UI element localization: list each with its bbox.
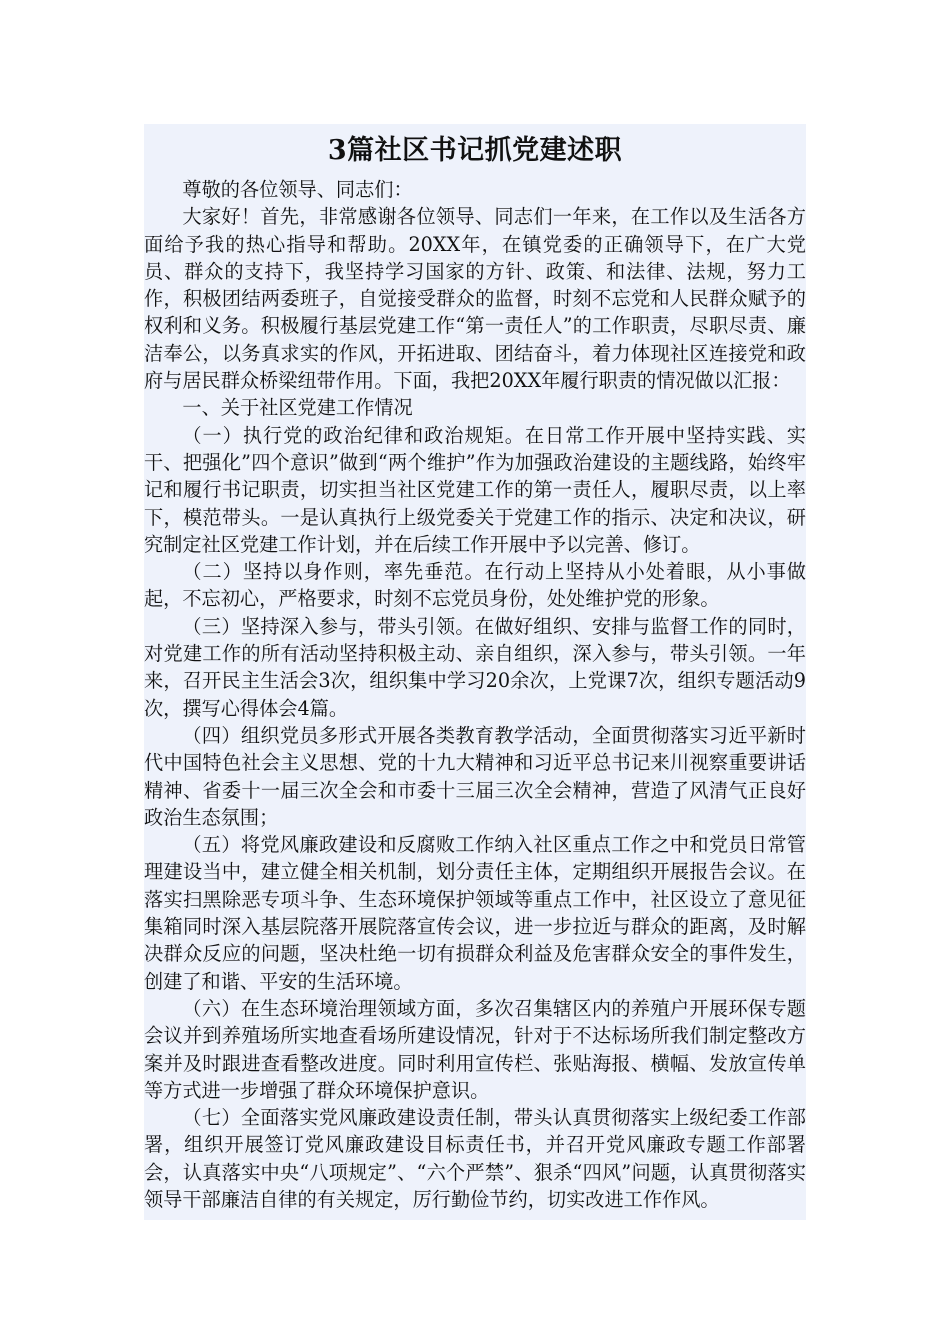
body-paragraph-1: （一）执行党的政治纪律和政治规矩。在日常工作开展中坚持实践、实干、把强化”四个意识”做到“两个维护”作为加强政治建设的主题线路，始终牢记和履行书记职责，切实担当社区党建工作的第一责任人，履职尽责，以上率下，模范带头。一是认真执行上级党委关于党建工作的指示、决定和决议，研究制定社区党建工作计划，并在后续工作开展中予以完善、修订。: [144, 423, 806, 556]
body-paragraph-7: （七）全面落实党风廉政建设责任制，带头认真贯彻落实上级纪委工作部署，组织开展签订党风廉政建设目标责任书，并召开党风廉政专题工作部署会，认真落实中央“八项规定”、“六个严禁”、狠杀“四风”问题，认真贯彻落实领导干部廉洁自律的有关规定，厉行勤俭节约，切实改进工作作风。: [144, 1106, 806, 1211]
body-paragraph-2: （二）坚持以身作则，率先垂范。在行动上坚持从小处着眼，从小事做起，不忘初心，严格要求，时刻不忘党员身份，处处维护党的形象。: [144, 560, 806, 611]
body-paragraph-5: （五）将党风廉政建设和反腐败工作纳入社区重点工作之中和党员日常管理建设当中，建立健全相关机制，划分责任主体，定期组织开展报告会议。在落实扫黑除恶专项斗争、生态环境保护领域等重点工作中，社区设立了意见征集箱同时深入基层院落开展院落宣传会议，进一步拉近与群众的距离，及时解决群众反应的问题，坚决杜绝一切有损群众利益及危害群众安全的事件发生，创建了和谐、平安的生活环境。: [144, 833, 806, 993]
document-body: [144, 176, 806, 1213]
intro-paragraph: 大家好！首先，非常感谢各位领导、同志们一年来，在工作以及生活各方面给予我的热心指导和帮助。20XX年，在镇党委的正确领导下，在广大党员、群众的支持下，我坚持学习国家的方针、政策、和法律、法规，努力工作，积极团结两委班子，自觉接受群众的监督，时刻不忘党和人民群众赋予的权利和义务。积极履行基层党建工作“第一责任人”的工作职责，尽职尽责、廉洁奉公，以务真求实的作风，开拓进取、团结奋斗，着力体现社区连接党和政府与居民群众桥梁纽带作用。下面，我把20XX年履行职责的情况做以汇报：: [144, 205, 806, 393]
body-paragraph-6: （六）在生态环境治理领域方面，多次召集辖区内的养殖户开展环保专题会议并到养殖场所实地查看场所建设情况，针对于不达标场所我们制定整改方案并及时跟进查看整改进度。同时利用宣传栏、张贴海报、横幅、发放宣传单等方式进一步增强了群众环境保护意识。: [144, 996, 806, 1102]
section-heading: 一、关于社区党建工作情况: [182, 396, 413, 420]
body-paragraph-3: （三）坚持深入参与，带头引领。在做好组织、安排与监督工作的同时，对党建工作的所有活动坚持积极主动、亲自组织，深入参与，带头引领。一年来，召开民主生活会3次，组织集中学习20余次，上党课7次，组织专题活动9次，撰写心得体会4篇。: [144, 614, 806, 720]
salutation-paragraph: 尊敬的各位领导、同志们：: [182, 178, 413, 201]
document-title: 3篇社区书记抓党建述职: [327, 135, 623, 166]
document-text-block: [144, 124, 806, 1220]
body-paragraph-4: （四）组织党员多形式开展各类教育教学活动，全面贯彻落实习近平新时代中国特色社会主义思想、党的十九大精神和习近平总书记来川视察重要讲话精神、省委十一届三次全会和市委十三届三次全会精神，营造了风清气正良好政治生态氛围；: [144, 723, 806, 829]
